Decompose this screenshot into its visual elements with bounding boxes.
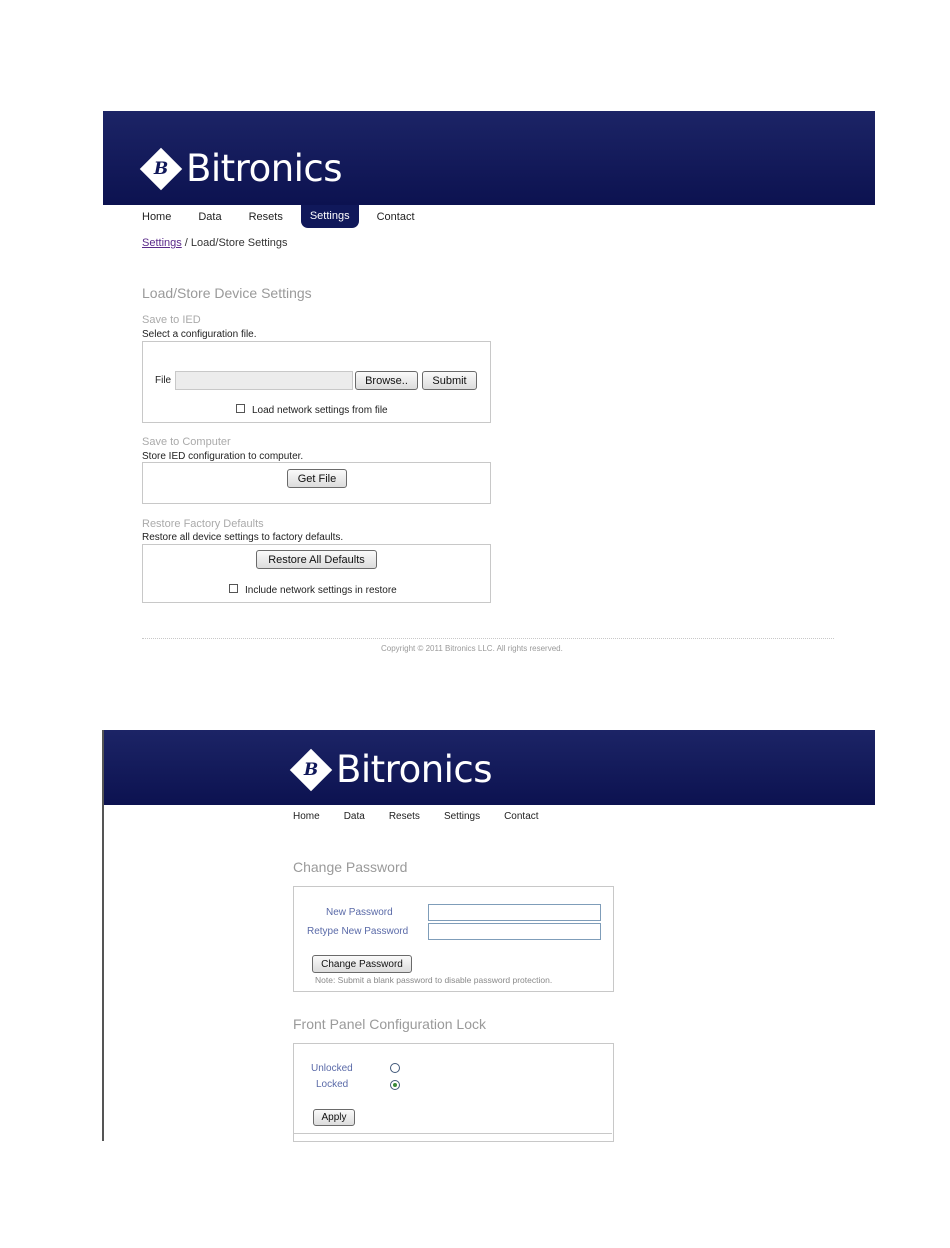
nav-data-2[interactable]: Data	[343, 811, 365, 822]
save-to-computer-description: Store IED configuration to computer.	[142, 451, 304, 462]
nav-data[interactable]: Data	[198, 211, 222, 223]
panel-divider	[294, 1133, 612, 1134]
password-note: Note: Submit a blank password to disable password protection.	[315, 975, 553, 985]
unlocked-label: Unlocked	[311, 1063, 353, 1074]
nav-contact-2[interactable]: Contact	[504, 811, 539, 822]
footer-divider	[142, 638, 834, 639]
retype-password-input[interactable]	[428, 923, 601, 940]
front-panel-lock-title: Front Panel Configuration Lock	[293, 1016, 486, 1032]
restore-all-defaults-button[interactable]: Restore All Defaults	[256, 550, 377, 569]
file-label: File	[155, 375, 172, 386]
include-network-settings-checkbox[interactable]	[229, 584, 238, 593]
radio-selected-dot	[393, 1083, 397, 1087]
nav-contact[interactable]: Contact	[376, 211, 415, 223]
save-to-computer-heading: Save to Computer	[142, 436, 231, 448]
load-network-settings-checkbox[interactable]	[236, 404, 245, 413]
load-network-settings-label: Load network settings from file	[252, 405, 388, 416]
retype-password-label: Retype New Password	[307, 926, 409, 937]
unlocked-radio[interactable]	[390, 1063, 400, 1073]
new-password-label: New Password	[326, 907, 393, 918]
nav-resets-2[interactable]: Resets	[388, 811, 420, 822]
copyright-footer: Copyright © 2011 Bitronics LLC. All rights reserved.	[381, 644, 563, 653]
include-network-settings-label: Include network settings in restore	[245, 585, 397, 596]
change-password-title: Change Password	[293, 859, 408, 875]
submit-button[interactable]: Submit	[422, 371, 477, 390]
bitronics-logo-2: B Bitronics	[296, 751, 492, 788]
locked-label: Locked	[316, 1079, 349, 1090]
breadcrumb-settings-link[interactable]: Settings	[142, 237, 182, 249]
locked-radio[interactable]	[390, 1080, 400, 1090]
restore-defaults-heading: Restore Factory Defaults	[142, 518, 264, 530]
page-title: Load/Store Device Settings	[142, 285, 312, 301]
main-nav	[142, 211, 415, 228]
save-to-ied-description: Select a configuration file.	[142, 329, 257, 340]
breadcrumb	[142, 237, 288, 249]
nav-home-2[interactable]: Home	[293, 811, 320, 822]
nav-settings-2[interactable]: Settings	[443, 811, 481, 822]
breadcrumb-current: / Load/Store Settings	[181, 237, 288, 249]
front-panel-lock-panel	[293, 1043, 614, 1142]
nav-home[interactable]: Home	[142, 211, 172, 223]
get-file-button[interactable]: Get File	[287, 469, 347, 488]
logo-diamond-icon: B	[140, 147, 182, 189]
bitronics-logo: B Bitronics	[146, 150, 342, 187]
new-password-input[interactable]	[428, 904, 601, 921]
main-nav-2	[293, 811, 539, 822]
nav-settings[interactable]: Settings	[301, 205, 359, 228]
save-to-ied-heading: Save to IED	[142, 314, 201, 326]
browse-button[interactable]: Browse..	[355, 371, 418, 390]
logo-diamond-icon-2: B	[290, 748, 332, 790]
nav-resets[interactable]: Resets	[248, 211, 283, 223]
change-password-button[interactable]: Change Password	[312, 955, 412, 973]
restore-defaults-description: Restore all device settings to factory defaults.	[142, 532, 344, 543]
file-path-input[interactable]	[175, 371, 353, 390]
apply-button[interactable]: Apply	[313, 1109, 355, 1126]
